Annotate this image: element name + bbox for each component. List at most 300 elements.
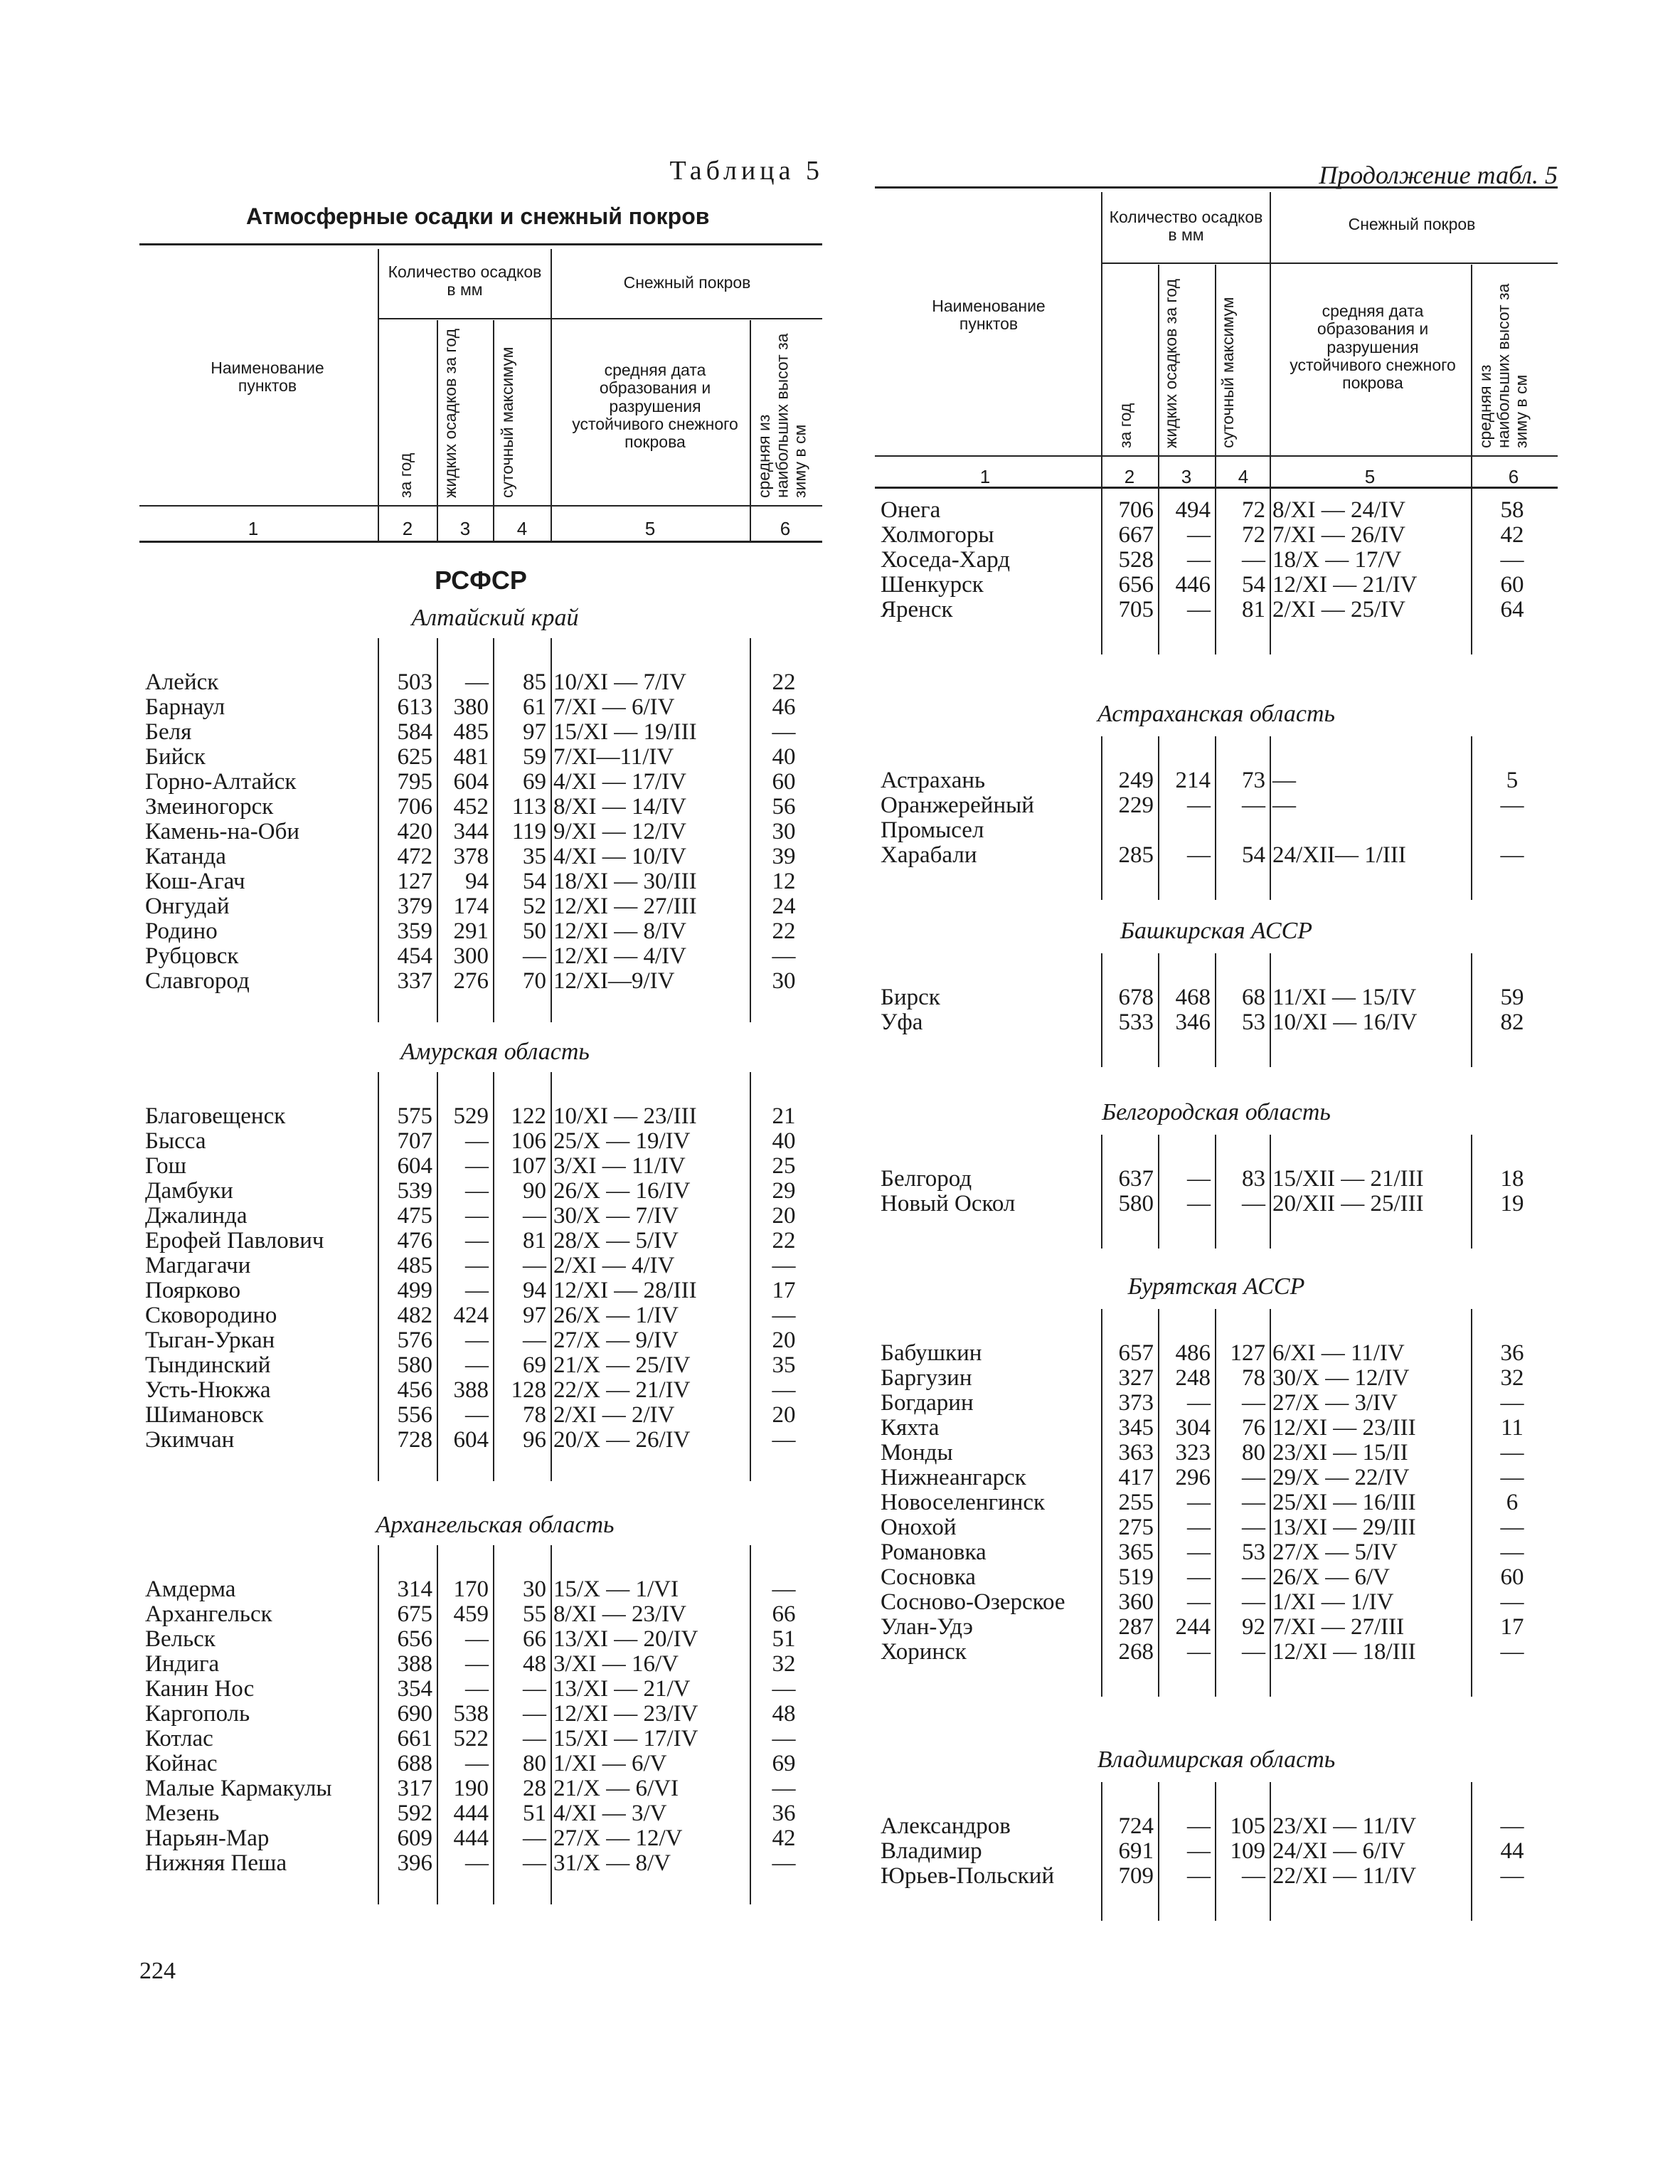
region-heading: Владимирская область (1097, 1746, 1336, 1773)
snow-height: 40 (772, 1128, 796, 1154)
precip-daily-max: 54 (523, 869, 546, 894)
table-row (139, 1278, 851, 1303)
precip-daily-max: 80 (1242, 1440, 1265, 1465)
table-row (139, 1378, 851, 1403)
precip-year: 706 (1118, 497, 1154, 523)
header-precip: Количество осадков в мм (388, 263, 542, 299)
precip-year: 499 (397, 1278, 432, 1303)
snow-dates: 15/X — 1/VI (553, 1576, 679, 1602)
table-row (139, 1104, 851, 1129)
precip-daily-max: — (523, 1676, 546, 1702)
snow-height: 46 (772, 694, 796, 720)
snow-dates: 25/X — 19/IV (553, 1128, 691, 1154)
precip-daily-max: — (1242, 1465, 1265, 1490)
table-row (139, 1801, 851, 1826)
precip-daily-max: 54 (1242, 572, 1265, 598)
precip-year: 728 (397, 1427, 432, 1453)
table-row (139, 795, 851, 820)
region-heading: Алтайский край (411, 605, 579, 631)
snow-height: 36 (772, 1801, 796, 1826)
precip-year: 360 (1118, 1589, 1154, 1615)
precip-liquid: 214 (1175, 768, 1211, 793)
station-name: Бабушкин (881, 1340, 982, 1366)
column-rule (1471, 1135, 1472, 1249)
column-rule (493, 638, 494, 1022)
station-name: Котлас (145, 1726, 213, 1751)
table-row (875, 523, 1558, 548)
precip-liquid: — (1187, 842, 1211, 868)
precip-daily-max: — (1242, 1390, 1265, 1416)
station-rows (139, 1104, 851, 1453)
station-name: Богдарин (881, 1390, 974, 1416)
column-rule (1101, 1309, 1102, 1697)
precip-year: 613 (397, 694, 432, 720)
precip-daily-max: — (523, 1253, 546, 1278)
column-rule (1215, 1309, 1216, 1697)
snow-dates: 31/X — 8/V (553, 1850, 671, 1876)
precip-year: 337 (397, 968, 432, 994)
header-num-5: 5 (644, 518, 656, 539)
header-num-4: 4 (516, 518, 528, 539)
station-name: Малые Кармакулы (145, 1776, 332, 1801)
snow-height: — (772, 1726, 796, 1751)
snow-height: 42 (1500, 522, 1524, 548)
precip-daily-max: 109 (1230, 1838, 1265, 1864)
station-name: Юрьев-Польский (881, 1863, 1055, 1889)
precip-year: 379 (397, 894, 432, 919)
precip-year: 127 (397, 869, 432, 894)
snow-dates: 23/XI — 11/IV (1272, 1813, 1417, 1839)
snow-height: 25 (772, 1153, 796, 1179)
snow-height: — (772, 1576, 796, 1602)
precip-liquid: — (1187, 1191, 1211, 1216)
snow-dates: 18/X — 17/V (1272, 547, 1402, 573)
precip-year: 420 (397, 819, 432, 844)
station-name: Оранжерейный (881, 793, 1034, 818)
column-rule (1471, 953, 1472, 1067)
precip-liquid: 346 (1175, 1009, 1211, 1035)
precip-daily-max: — (523, 1825, 546, 1851)
station-name: Шимановск (145, 1402, 264, 1428)
station-name: Каргополь (145, 1701, 250, 1727)
table-row (139, 1627, 851, 1652)
snow-height: 17 (1500, 1614, 1524, 1640)
station-name: Нижняя Пеша (145, 1850, 287, 1876)
snow-dates: 11/XI — 15/IV (1272, 985, 1417, 1010)
country-heading: РСФСР (435, 566, 527, 595)
snow-height: 66 (772, 1601, 796, 1627)
table-row (139, 1826, 851, 1851)
precip-year: 417 (1118, 1465, 1154, 1490)
snow-height: 17 (772, 1278, 796, 1303)
station-name: Змеиногорск (145, 794, 274, 820)
station-rows (139, 670, 851, 994)
snow-height: 19 (1500, 1191, 1524, 1216)
table-row (875, 1814, 1558, 1839)
station-name: Бысса (145, 1128, 206, 1154)
snow-dates: 12/XI — 23/III (1272, 1415, 1416, 1441)
header-height-cont: средняя из наибольших высот за зиму в см (1476, 283, 1531, 448)
precip-year: 661 (397, 1726, 432, 1751)
snow-dates: 12/XI — 18/III (1272, 1639, 1416, 1665)
station-name: Катанда (145, 844, 226, 869)
table-row (875, 1167, 1558, 1192)
precip-year: 691 (1118, 1838, 1154, 1864)
station-name: Кяхта (881, 1415, 940, 1441)
snow-height: 35 (772, 1352, 796, 1378)
precip-daily-max: 69 (523, 1352, 546, 1378)
column-rule (1158, 736, 1159, 900)
snow-dates: 6/XI — 11/IV (1272, 1340, 1405, 1366)
table-row (139, 1328, 851, 1353)
precip-liquid: — (465, 1327, 489, 1353)
header-num-6-cont: 6 (1508, 466, 1519, 487)
station-name: Онега (881, 497, 941, 523)
snow-height: 39 (772, 844, 796, 869)
station-name: Горно-Алтайск (145, 769, 297, 795)
column-rule (551, 638, 552, 1022)
precip-liquid: 244 (1175, 1614, 1211, 1640)
precip-daily-max: — (523, 1701, 546, 1727)
station-name: Бирск (881, 985, 940, 1010)
station-rows (875, 1167, 1558, 1216)
snow-dates: 12/XI — 21/IV (1272, 572, 1418, 598)
snow-height: — (772, 1427, 796, 1453)
station-name: Магдагачи (145, 1253, 251, 1278)
precip-daily-max: — (1242, 793, 1265, 818)
precip-year: 637 (1118, 1166, 1154, 1192)
table-row (875, 1465, 1558, 1490)
snow-dates: 30/X — 7/IV (553, 1203, 679, 1229)
precip-year: 795 (397, 769, 432, 795)
precip-liquid: 291 (453, 918, 489, 944)
snow-height: 18 (1500, 1166, 1524, 1192)
station-name: Алейск (145, 669, 219, 695)
table-row (139, 894, 851, 919)
table-row (139, 720, 851, 745)
snow-dates: 4/XI — 3/V (553, 1801, 667, 1826)
snow-dates: 2/XI — 4/IV (553, 1253, 675, 1278)
snow-height: 20 (772, 1402, 796, 1428)
precip-year: 365 (1118, 1539, 1154, 1565)
precip-liquid: 424 (453, 1303, 489, 1328)
region-heading: Башкирская АССР (1120, 918, 1313, 944)
precip-liquid: 446 (1175, 572, 1211, 598)
column-rule (437, 1545, 438, 1904)
column-rule (1215, 1135, 1216, 1249)
precip-year: 705 (1118, 597, 1154, 622)
precip-daily-max: 30 (523, 1576, 546, 1602)
table-row (875, 573, 1558, 598)
column-rule (1101, 466, 1102, 654)
table-row (875, 768, 1558, 793)
table-row (139, 944, 851, 969)
table-row (875, 1590, 1558, 1615)
station-name: Сосновка (881, 1564, 976, 1590)
table-row (139, 1602, 851, 1627)
snow-height: 58 (1500, 497, 1524, 523)
column-rule (1215, 1782, 1216, 1921)
table-row (139, 844, 851, 869)
table-row (875, 1565, 1558, 1590)
station-name: Шенкурск (881, 572, 984, 598)
precip-liquid: 170 (453, 1576, 489, 1602)
precip-liquid: — (1187, 1166, 1211, 1192)
station-name: Яренск (881, 597, 953, 622)
station-rows (875, 1341, 1558, 1665)
table-row (139, 1776, 851, 1801)
snow-dates: 8/XI — 24/IV (1272, 497, 1405, 523)
precip-daily-max: 127 (1230, 1340, 1265, 1366)
snow-height: 40 (772, 744, 796, 770)
table-number: Таблица 5 (669, 156, 824, 186)
snow-height: — (1500, 842, 1524, 868)
precip-daily-max: — (523, 1726, 546, 1751)
precip-year: 327 (1118, 1365, 1154, 1391)
precip-daily-max: 107 (511, 1153, 546, 1179)
snow-height: — (772, 719, 796, 745)
snow-height: — (772, 1850, 796, 1876)
snow-height: 6 (1506, 1490, 1519, 1515)
snow-height: — (772, 1776, 796, 1801)
snow-height: — (1500, 547, 1524, 573)
station-name: Улан-Удэ (881, 1614, 973, 1640)
column-rule (1270, 1782, 1271, 1921)
precip-year: 657 (1118, 1340, 1154, 1366)
region-heading: Астраханская область (1097, 701, 1336, 727)
station-name: Амдерма (145, 1576, 236, 1602)
precip-daily-max: 119 (511, 819, 546, 844)
header-liquid: жидких осадков за год (441, 329, 459, 498)
precip-year: 373 (1118, 1390, 1154, 1416)
snow-dates: 10/XI — 23/III (553, 1103, 697, 1129)
precip-liquid: 452 (453, 794, 489, 820)
station-rows (875, 985, 1558, 1035)
precip-liquid: — (465, 1153, 489, 1179)
table-row (139, 1229, 851, 1253)
snow-height: — (772, 1676, 796, 1702)
precip-daily-max: 128 (511, 1377, 546, 1403)
precip-year: 709 (1118, 1863, 1154, 1889)
column-rule (750, 1072, 751, 1481)
station-name: Хоринск (881, 1639, 967, 1665)
snow-dates: 27/X — 12/V (553, 1825, 683, 1851)
station-name: Рубцовск (145, 943, 239, 969)
precip-year: 268 (1118, 1639, 1154, 1665)
precip-year: 475 (397, 1203, 432, 1229)
station-name: Кош-Агач (145, 869, 245, 894)
header-height: средняя из наибольших высот за зиму в см (755, 333, 809, 498)
snow-dates: 18/XI — 30/III (553, 869, 697, 894)
snow-height: 20 (772, 1327, 796, 1353)
table-row (875, 818, 1558, 843)
table-row (139, 745, 851, 770)
column-rule (1471, 466, 1472, 654)
precip-liquid: 444 (453, 1801, 489, 1826)
precip-year: 625 (397, 744, 432, 770)
precip-liquid: — (465, 1228, 489, 1253)
snow-dates: 25/XI — 16/III (1272, 1490, 1416, 1515)
table-row (875, 985, 1558, 1010)
table-title: Атмосферные осадки и снежный покров (246, 203, 710, 229)
header-year-cont: за год (1116, 403, 1134, 448)
precip-liquid: — (1187, 547, 1211, 573)
region-heading: Амурская область (400, 1039, 590, 1065)
snow-height: — (1500, 1390, 1524, 1416)
precip-daily-max: — (1242, 1490, 1265, 1515)
station-name: Поярково (145, 1278, 241, 1303)
table-row (139, 1751, 851, 1776)
table-row (139, 1577, 851, 1602)
table-row (139, 695, 851, 720)
header-dates: средняя дата образования и разрушения устойчивого снежного покрова (572, 361, 738, 452)
snow-dates: 2/XI — 25/IV (1272, 597, 1405, 622)
snow-height: 32 (772, 1651, 796, 1677)
station-name: Сковородино (145, 1303, 277, 1328)
snow-dates: 13/XI — 20/IV (553, 1626, 698, 1652)
table-row (875, 1540, 1558, 1565)
precip-liquid: 481 (453, 744, 489, 770)
station-name: Харабали (881, 842, 977, 868)
snow-dates: 12/XI — 28/III (553, 1278, 697, 1303)
precip-liquid: — (1187, 522, 1211, 548)
station-name: Онгудай (145, 894, 230, 919)
column-rule (551, 1545, 552, 1904)
snow-dates: 4/XI — 17/IV (553, 769, 686, 795)
column-rule (1158, 953, 1159, 1067)
table-row (139, 1702, 851, 1727)
snow-dates: 3/XI — 16/V (553, 1651, 679, 1677)
table-row (139, 969, 851, 994)
table-row (139, 1428, 851, 1453)
snow-dates: 4/XI — 10/IV (553, 844, 686, 869)
precip-liquid: — (1187, 1813, 1211, 1839)
column-rule (1101, 736, 1102, 900)
station-name: Астрахань (881, 768, 986, 793)
precip-daily-max: 69 (523, 769, 546, 795)
station-name: Уфа (881, 1009, 923, 1035)
snow-height: 24 (772, 894, 796, 919)
precip-daily-max: — (523, 1850, 546, 1876)
table-header (139, 0, 851, 555)
precip-year: 688 (397, 1751, 432, 1776)
precip-year: 592 (397, 1801, 432, 1826)
snow-dates: 8/XI — 23/IV (553, 1601, 686, 1627)
precip-liquid: 529 (453, 1103, 489, 1129)
precip-daily-max: 72 (1242, 522, 1265, 548)
header-num-1-cont: 1 (979, 466, 991, 487)
station-name: Дамбуки (145, 1178, 233, 1204)
column-rule (493, 1545, 494, 1904)
precip-daily-max: 76 (1242, 1415, 1265, 1441)
precip-daily-max: 81 (1242, 597, 1265, 622)
header-num-5-cont: 5 (1364, 466, 1376, 487)
snow-height: 22 (772, 669, 796, 695)
snow-height: 51 (772, 1626, 796, 1652)
snow-dates: 30/X — 12/IV (1272, 1365, 1410, 1391)
header-num-1: 1 (248, 518, 259, 539)
station-name: Джалинда (145, 1203, 248, 1229)
precip-daily-max: 59 (523, 744, 546, 770)
snow-dates: 29/X — 22/IV (1272, 1465, 1410, 1490)
precip-daily-max: — (1242, 1191, 1265, 1216)
precip-year: 604 (397, 1153, 432, 1179)
column-rule (1158, 1309, 1159, 1697)
column-rule (750, 638, 751, 1022)
snow-height: 30 (772, 968, 796, 994)
precip-year: 485 (397, 1253, 432, 1278)
snow-dates: 20/XII — 25/III (1272, 1191, 1424, 1216)
header-num-3: 3 (459, 518, 471, 539)
table-row (139, 1851, 851, 1876)
station-name: Новый Оскол (881, 1191, 1016, 1216)
station-name: Гош (145, 1153, 187, 1179)
station-name: Романовка (881, 1539, 987, 1565)
precip-liquid: 296 (1175, 1465, 1211, 1490)
snow-height: — (1500, 1440, 1524, 1465)
snow-height: — (772, 1303, 796, 1328)
precip-liquid: — (1187, 793, 1211, 818)
table-row (875, 1341, 1558, 1366)
table-row (875, 498, 1558, 523)
region-heading: Архангельская область (376, 1512, 615, 1538)
station-name: Александров (881, 1813, 1011, 1839)
snow-dates: 13/XI — 21/V (553, 1676, 691, 1702)
snow-height: 29 (772, 1178, 796, 1204)
precip-year: 275 (1118, 1515, 1154, 1540)
precip-year: 519 (1118, 1564, 1154, 1590)
column-rule (1215, 736, 1216, 900)
precip-year: 575 (397, 1103, 432, 1129)
precip-liquid: — (1187, 1490, 1211, 1515)
precip-year: 354 (397, 1676, 432, 1702)
precip-liquid: — (1187, 1564, 1211, 1590)
precip-liquid: 522 (453, 1726, 489, 1751)
station-name: Нарьян-Мар (145, 1825, 270, 1851)
precip-year: 678 (1118, 985, 1154, 1010)
snow-dates: 12/XI — 27/III (553, 894, 697, 919)
snow-dates: 12/XI—9/IV (553, 968, 675, 994)
precip-liquid: — (1187, 1639, 1211, 1665)
precip-daily-max: 54 (1242, 842, 1265, 868)
precip-year: 609 (397, 1825, 432, 1851)
snow-dates: 7/XI — 27/III (1272, 1614, 1405, 1640)
column-rule (750, 1545, 751, 1904)
station-name: Новоселенгинск (881, 1490, 1046, 1515)
snow-height: 22 (772, 918, 796, 944)
station-name: Усть-Нюкжа (145, 1377, 271, 1403)
precip-year: 690 (397, 1701, 432, 1727)
table-row (875, 1839, 1558, 1864)
precip-year: 229 (1118, 793, 1154, 818)
precip-daily-max: 52 (523, 894, 546, 919)
precip-year: 363 (1118, 1440, 1154, 1465)
column-rule (551, 1072, 552, 1481)
snow-height: 30 (772, 819, 796, 844)
snow-dates: 10/XI — 7/IV (553, 669, 686, 695)
column-rule (493, 1072, 494, 1481)
column-rule (1270, 953, 1271, 1067)
snow-height: 69 (772, 1751, 796, 1776)
snow-dates: 21/X — 25/IV (553, 1352, 691, 1378)
precip-liquid: 380 (453, 694, 489, 720)
precip-liquid: — (465, 1850, 489, 1876)
precip-liquid: — (465, 1626, 489, 1652)
precip-liquid: — (465, 1203, 489, 1229)
station-name: Барнаул (145, 694, 225, 720)
table-row (139, 1204, 851, 1229)
precip-daily-max: 50 (523, 918, 546, 944)
